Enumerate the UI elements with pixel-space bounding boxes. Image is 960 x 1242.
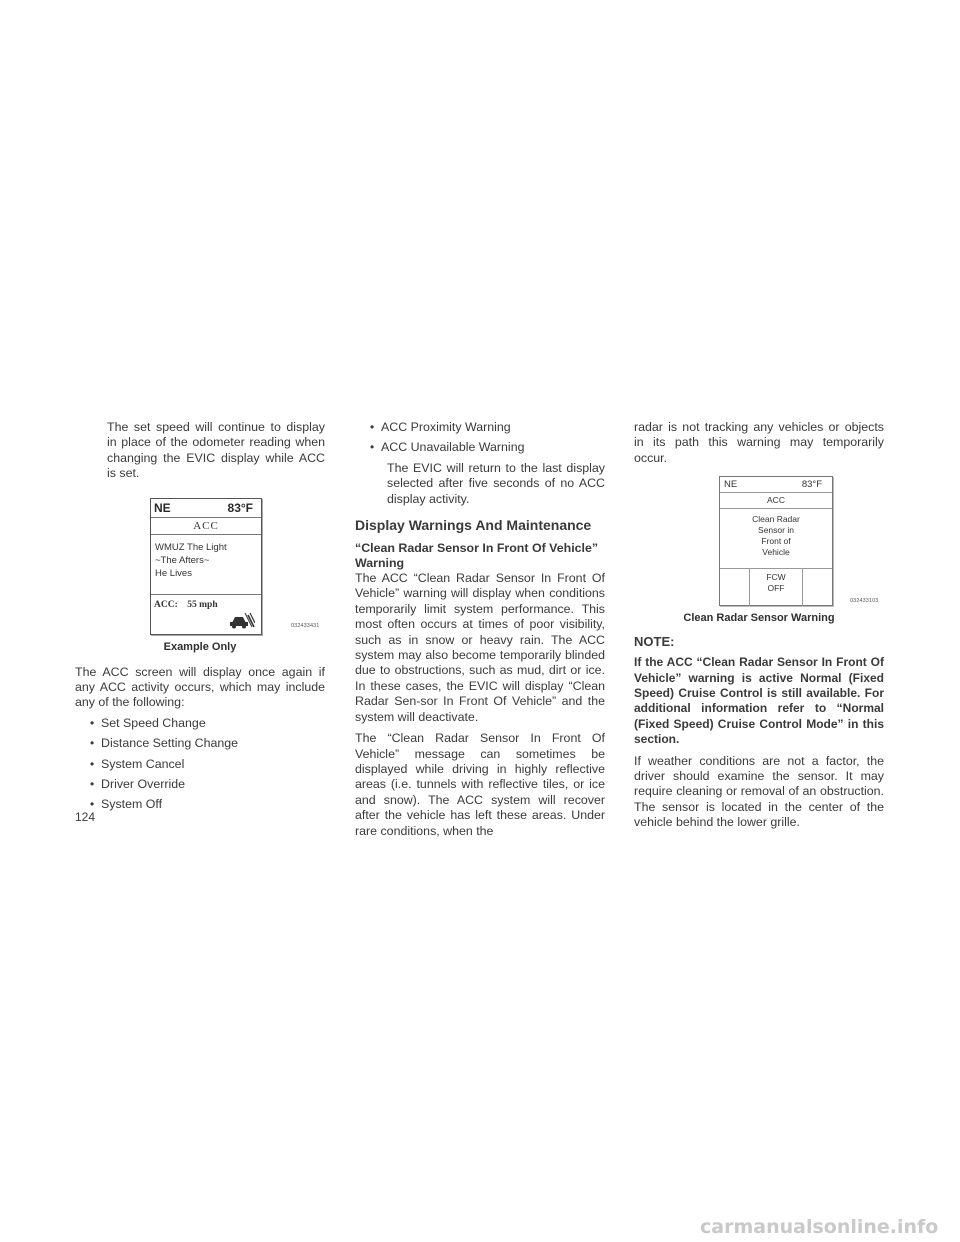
body-paragraph: The “Clean Radar Sensor In Front Of Vehicle” message can sometimes be displayed while driving in highly reflective areas (i.e. tunnels with reflective tiles, or ice and snow). The ACC system will recover after the vehicle has left these areas. Under rare conditions, when the — [355, 731, 605, 838]
subsection-heading: “Clean Radar Sensor In Front Of Vehicle” Warning — [355, 541, 599, 571]
message-line: Sensor in — [758, 525, 794, 536]
figure-caption: Clean Radar Sensor Warning — [683, 612, 835, 625]
compass-heading: NE — [154, 500, 171, 515]
list-item: • ACC Proximity Warning — [370, 420, 511, 434]
fcw-label: FCW — [766, 572, 786, 583]
figure-clean-radar-warning — [634, 476, 884, 624]
list-item: • Distance Setting Change — [90, 736, 239, 751]
evic-fcw-row — [720, 569, 832, 606]
body-paragraph: The ACC “Clean Radar Sensor In Front Of Vehicle” warning will display when conditions temporarily limit system performance. This most often occurs at times of poor visibility, such as in snow or heavy rain. The ACC system may also become temporarily blinded due to obstructions, such as mud, dirt or ice. In these cases, the EVIC will display “Clean Radar Sen-sor In Front Of Vehicle” and the system will deactivate. — [355, 571, 605, 724]
watermark: carmanualsonline.info — [700, 1216, 939, 1238]
temperature-readout: 83°F — [227, 500, 253, 515]
acc-speed: 55 mph — [187, 599, 218, 610]
return-paragraph: The EVIC will return to the last display selected after five seconds of no ACC display activity. — [387, 460, 605, 506]
message-line: He Lives — [155, 567, 192, 579]
fcw-status — [749, 569, 803, 606]
list-item: • Driver Override — [90, 777, 185, 792]
continued-paragraph: radar is not tracking any vehicles or objects in its path this warning may temporarily occur. — [634, 420, 884, 465]
fcw-value: OFF — [767, 583, 785, 594]
compass-heading: NE — [724, 479, 738, 491]
message-line: Vehicle — [762, 547, 790, 558]
column-middle — [355, 420, 605, 839]
screen-paragraph: The ACC screen will display once again if any ACC activity occurs, which may include any of the following: — [75, 664, 325, 710]
evic-heading-row — [720, 477, 832, 493]
evic-clean-radar-display — [719, 476, 833, 606]
figure-caption: Example Only — [163, 640, 237, 653]
list-item: • Set Speed Change — [90, 715, 206, 730]
evic-acc-speed-row — [151, 595, 261, 633]
figure-example-only — [75, 498, 325, 653]
list-item: • System Cancel — [90, 756, 185, 771]
column-left — [75, 420, 325, 818]
evic-mode-label: ACC — [151, 518, 261, 535]
acc-warning-list — [355, 420, 605, 456]
acc-activity-list — [75, 716, 325, 813]
figure-code: 032433431 — [291, 622, 320, 629]
message-line: Clean Radar — [752, 514, 800, 525]
temperature-readout: 83°F — [801, 479, 822, 491]
page-number: 124 — [75, 810, 96, 824]
evic-mode-label: ACC — [720, 493, 832, 509]
evic-radio-message — [151, 535, 261, 595]
evic-warning-message — [720, 509, 832, 569]
list-item: • System Off — [90, 797, 163, 812]
note-body: If the ACC “Clean Radar Sensor In Front Of Vehicle” warning is active Normal (Fixed Speed) Cruise Control is still available. For additional information refer to “Normal (Fixed Speed) Cruise Control Mode” in this section. — [634, 655, 884, 747]
list-item: • ACC Unavailable Warning — [370, 440, 525, 455]
intro-paragraph: The set speed will continue to display in place of the odometer reading when changing the EVIC display while ACC is set. — [107, 420, 325, 481]
message-line: Front of — [761, 536, 791, 547]
message-line: WMUZ The Light — [155, 541, 227, 553]
column-right — [634, 420, 884, 831]
section-heading: Display Warnings And Maintenance — [355, 517, 592, 534]
evic-heading-row — [151, 499, 261, 518]
message-line: ~The Afters~ — [155, 554, 210, 566]
note-title: NOTE: — [634, 634, 675, 650]
acc-label: ACC: — [154, 599, 178, 610]
acc-car-distance-icon — [229, 611, 255, 629]
body-paragraph: If weather conditions are not a factor, the driver should examine the sensor. It may require cleaning or removal of an obstruction. The sensor is located in the center of the vehicle behind the lower grille. — [634, 753, 884, 830]
figure-code: 032433103 — [850, 598, 879, 605]
evic-display-example — [150, 498, 262, 635]
